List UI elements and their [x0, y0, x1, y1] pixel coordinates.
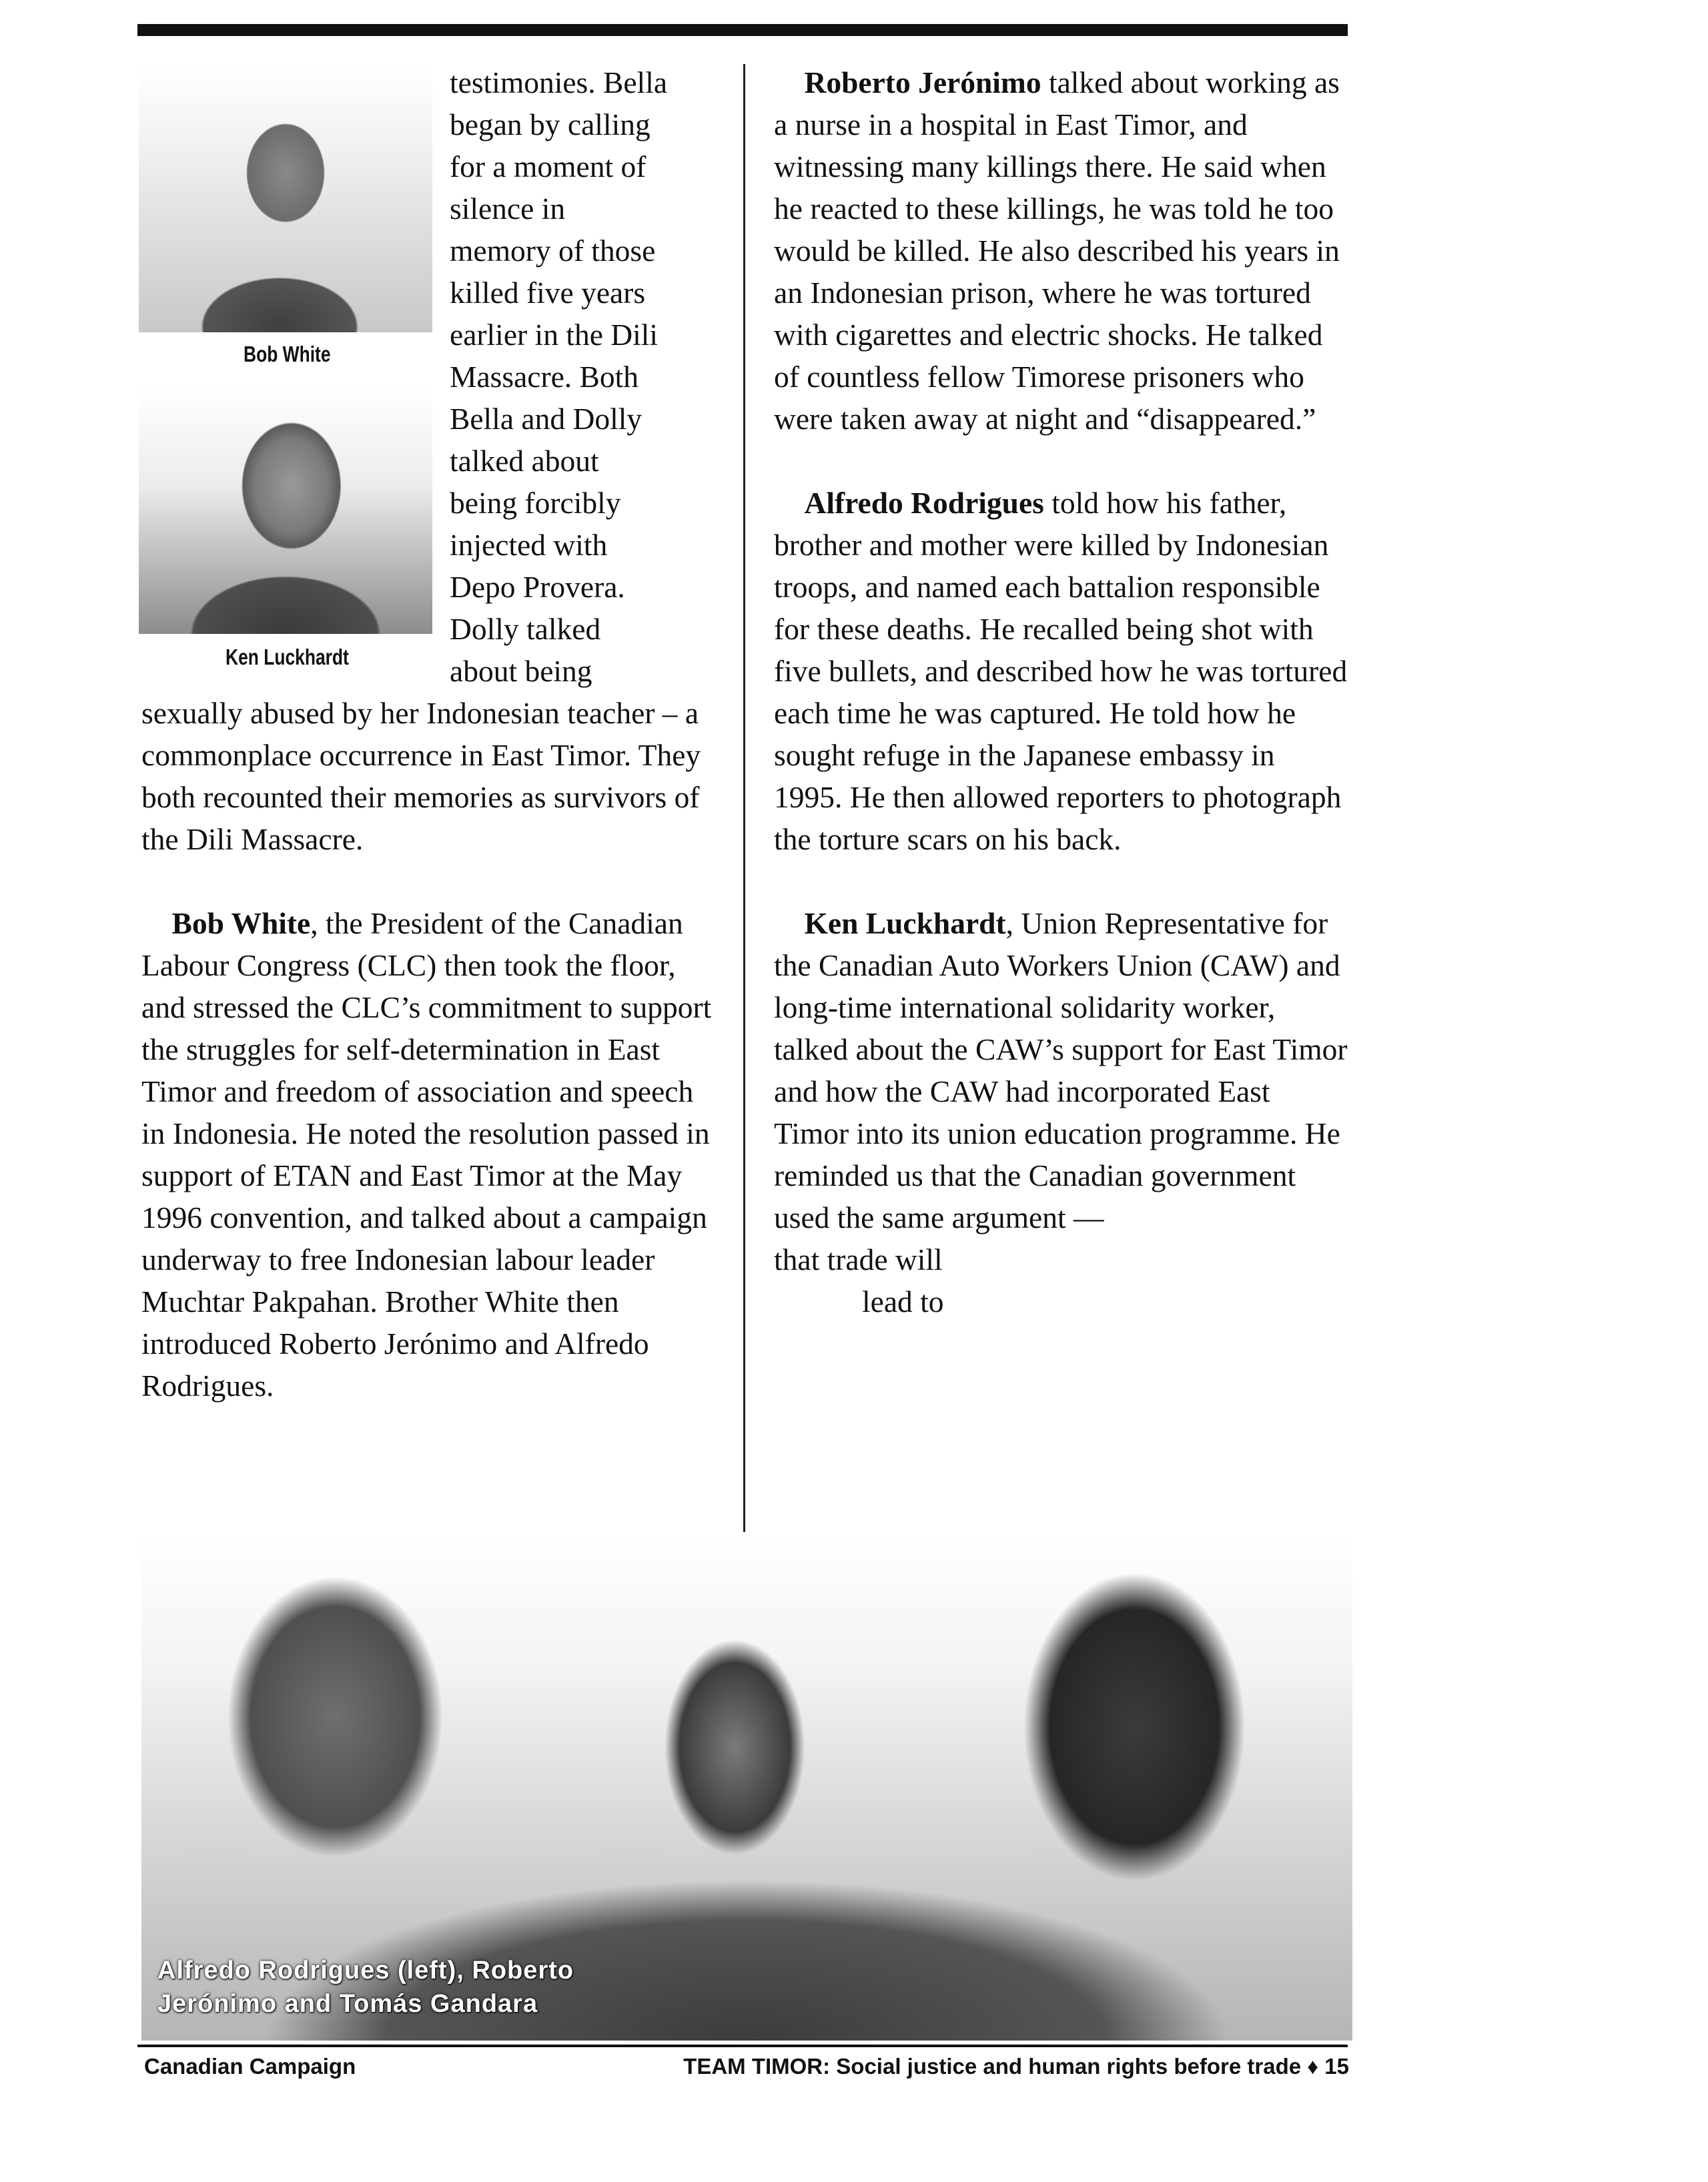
- bob-white-name: Bob White: [171, 906, 311, 940]
- intro-line: memory of those: [450, 234, 656, 268]
- roberto-paragraph: [774, 61, 1348, 440]
- intro-paragraph-tail: sexually abused by her Indonesian teacher – a commonplace occurrence in East Timor. They both recounted their memories as survivors of the Dili Massacre.: [141, 696, 701, 856]
- group-photo: [141, 1535, 1352, 2041]
- intro-line: silence in: [450, 192, 566, 226]
- intro-line: talked about: [450, 444, 599, 478]
- bob-white-text: , the President of the Canadian Labour Congress (CLC) then took the floor, and stressed the CLC’s commitment to support the struggles for self-determination in East Timor and freedom of association and speech in Indonesia. He noted the resolution passed in support of ETAN and East Timor at the May 1996 convention, and talked about a campaign underway to free Indonesian labour leader Muchtar Pakpahan. Brother White then introduced Roberto Jerónimo and Alfredo Rodrigues.: [141, 906, 712, 1403]
- intro-line: being forcibly: [450, 486, 621, 520]
- ken-name: Ken Luckhardt: [804, 906, 1006, 940]
- ken-tail-line-1: that trade will: [774, 1242, 943, 1277]
- ken-tail-line-2: lead to: [862, 1285, 944, 1319]
- alfredo-paragraph: [774, 482, 1348, 860]
- ken-paragraph: [774, 902, 1348, 1238]
- intro-line: Depo Provera.: [450, 570, 625, 604]
- footer-section-name: Canadian Campaign: [144, 2054, 356, 2079]
- alfredo-name: Alfredo Rodrigues: [804, 486, 1044, 520]
- intro-line: began by calling: [450, 107, 651, 141]
- left-column: [141, 61, 715, 1407]
- intro-line: earlier in the Dili: [450, 318, 659, 352]
- right-column: [774, 61, 1348, 1323]
- intro-line: Massacre. Both: [450, 360, 639, 394]
- bob-white-paragraph: [141, 902, 715, 1407]
- intro-line: killed five years: [450, 276, 646, 310]
- footer-title-page-number: TEAM TIMOR: Social justice and human rights before trade ♦ 15: [683, 2054, 1349, 2079]
- intro-line: injected with: [450, 528, 608, 562]
- ken-luckhardt-caption: Ken Luckhardt: [226, 645, 349, 669]
- intro-narrow-text: [450, 61, 715, 692]
- ken-text: , Union Representative for the Canadian Auto Workers Union (CAW) and long-time international solidarity worker, talked about the CAW’s support for East Timor and how the CAW had incorporated East Timor into its union education programme. He reminded us that the Canadian government used the same argument —: [774, 906, 1348, 1234]
- intro-line: about being: [450, 654, 592, 688]
- bottom-rule: [137, 2045, 1348, 2047]
- intro-line: Dolly talked: [450, 612, 601, 646]
- intro-line: testimonies. Bella: [450, 65, 668, 99]
- intro-line: for a moment of: [450, 149, 647, 184]
- intro-line: Bella and Dolly: [450, 402, 643, 436]
- alfredo-text: told how his father, brother and mother were killed by Indonesian troops, and named each battalion responsible for these deaths. He recalled being shot with five bullets, and described how he was tortured each time he was captured. He told how he sought refuge in the Japanese embassy in 1995. He then allowed reporters to photograph the torture scars on his back.: [774, 486, 1348, 856]
- column-divider: [743, 64, 745, 1532]
- roberto-name: Roberto Jerónimo: [804, 65, 1041, 99]
- roberto-text: talked about working as a nurse in a hospital in East Timor, and witnessing many killings there. He said when he reacted to these killings, he was told he too would be killed. He also described his years in an Indonesian prison, where he was tortured with cigarettes and electric shocks. He talked of countless fellow Timorese prisoners who were taken away at night and “disappeared.”: [774, 65, 1340, 436]
- top-rule: [137, 24, 1348, 36]
- bob-white-caption: Bob White: [244, 342, 331, 366]
- group-photo-caption: Alfredo Rodrigues (left), Roberto Jerónimo and Tomás Gandara: [157, 1956, 574, 2018]
